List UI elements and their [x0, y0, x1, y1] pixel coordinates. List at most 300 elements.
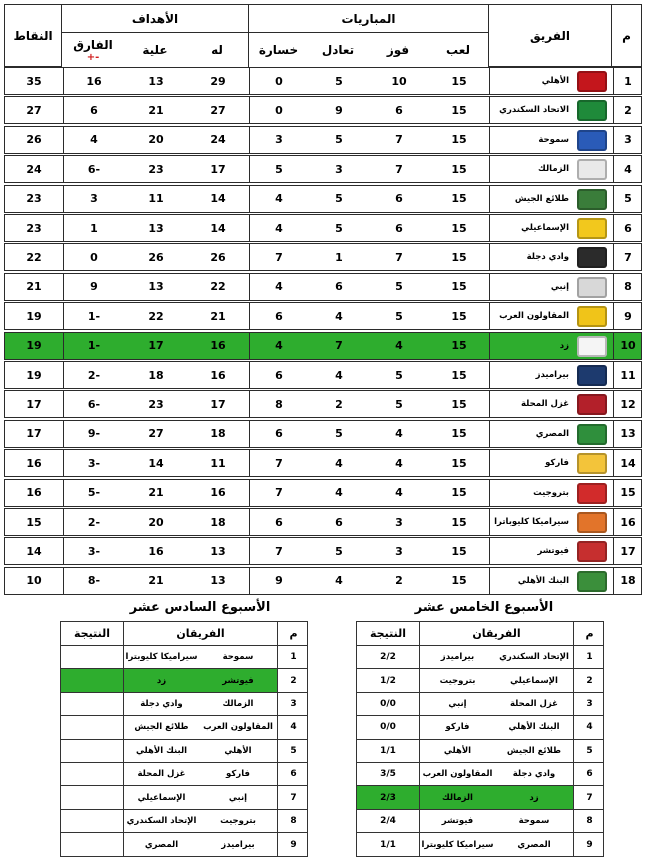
- away-team-cell: المقاولون العرب: [419, 763, 495, 785]
- away-team-cell: فيوتشر: [419, 810, 495, 832]
- points-cell: 26: [26, 133, 42, 147]
- goals-for-cell: 24: [210, 133, 226, 147]
- result-cell: [61, 716, 123, 738]
- rank-cell: 5: [624, 192, 632, 206]
- played-cell: 15: [451, 162, 467, 176]
- home-team-cell: فيوتشر: [199, 669, 277, 691]
- match-number-cell: 8: [277, 810, 309, 832]
- lost-cell: 5: [275, 162, 283, 176]
- week15-title: الأسبوع الخامس عشر: [414, 600, 554, 615]
- played-cell: 15: [451, 221, 467, 235]
- goals-against-cell: 21: [148, 574, 164, 588]
- match-number-cell: 4: [573, 716, 605, 738]
- result-cell: [61, 669, 123, 691]
- goals-for-cell: 11: [210, 456, 226, 470]
- away-team-cell: البنك الأهلي: [123, 740, 199, 762]
- goals-against-cell: 27: [148, 427, 164, 441]
- result-cell: [61, 740, 123, 762]
- lost-header: خسارة: [248, 32, 308, 67]
- result-cell: 2/3: [357, 786, 419, 808]
- team-logo-icon: [577, 189, 607, 210]
- match-number-cell: 8: [573, 810, 605, 832]
- played-cell: 15: [451, 280, 467, 294]
- points-cell: 15: [26, 515, 42, 529]
- team-name-cell: غزل المحلة: [521, 399, 569, 410]
- team-name-cell: المصري: [535, 428, 569, 439]
- result-cell: [61, 833, 123, 856]
- standings-row: [4, 390, 642, 418]
- fixture-row: [357, 810, 603, 833]
- team-logo-icon: [577, 541, 607, 562]
- lost-cell: 6: [275, 515, 283, 529]
- away-team-cell: الإسماعيلي: [123, 786, 199, 808]
- rank-cell: 2: [624, 103, 632, 117]
- match-number-header: م: [573, 622, 605, 645]
- goals-against-cell: 23: [148, 162, 164, 176]
- lost-cell: 7: [275, 250, 283, 264]
- team-name-cell: الأهلي: [541, 76, 569, 86]
- home-team-cell: زد: [495, 786, 573, 808]
- match-number-cell: 3: [277, 693, 309, 715]
- drawn-cell: 5: [335, 221, 343, 235]
- result-cell: 1/2: [380, 675, 396, 686]
- team-name-cell: طلائع الجيش: [514, 193, 569, 204]
- result-cell: 1/1: [380, 839, 396, 850]
- match-number-cell: 1: [573, 646, 605, 668]
- fixtures-header-row: [61, 622, 307, 646]
- goals-against-cell: 26: [148, 250, 164, 264]
- standings-row: [4, 332, 642, 360]
- played-cell: 15: [451, 192, 467, 206]
- goals-against-cell: 13: [148, 74, 164, 88]
- league-standings-table: [4, 4, 642, 596]
- table-header-sub-row: [4, 32, 642, 67]
- lost-cell: 7: [275, 456, 283, 470]
- fixture-row: [61, 693, 307, 716]
- team-name-cell: فاركو: [545, 458, 569, 469]
- goals-for-cell: 17: [210, 162, 226, 176]
- standings-row: [4, 96, 642, 124]
- rank-cell: 12: [620, 397, 636, 411]
- lost-cell: 6: [275, 427, 283, 441]
- played-cell: 15: [451, 486, 467, 500]
- match-number-cell: 9: [573, 833, 605, 856]
- points-cell: 16: [26, 456, 42, 470]
- result-cell: 2/2: [380, 652, 396, 663]
- standings-row: [4, 479, 642, 507]
- goal-difference-cell: 8-: [87, 574, 101, 588]
- points-cell: 10: [26, 574, 42, 588]
- week16-fixtures-table: [60, 621, 308, 857]
- team-name-cell: وادي دجلة: [526, 252, 569, 263]
- standings-row: [4, 508, 642, 536]
- standings-row: [4, 67, 642, 95]
- rank-cell: 16: [620, 515, 636, 529]
- played-cell: 15: [451, 397, 467, 411]
- team-name-cell: الإسماعيلي: [521, 223, 569, 233]
- goals-against-cell: 20: [148, 133, 164, 147]
- points-cell: 19: [26, 339, 42, 353]
- fixture-row: [357, 646, 603, 669]
- goals-against-cell: 16: [148, 544, 164, 558]
- points-cell: 14: [26, 544, 42, 558]
- goal-difference-cell: 2-: [87, 515, 101, 529]
- team-name-cell: الاتحاد السكندري: [499, 105, 569, 116]
- goals-against-cell: 18: [148, 368, 164, 382]
- drawn-cell: 5: [335, 427, 343, 441]
- lost-cell: 4: [275, 339, 283, 353]
- lost-cell: 0: [275, 103, 283, 117]
- points-cell: 27: [26, 103, 42, 117]
- goals-for-cell: 14: [210, 192, 226, 206]
- drawn-cell: 2: [335, 397, 343, 411]
- lost-cell: 3: [275, 133, 283, 147]
- won-cell: 5: [395, 397, 403, 411]
- result-header: النتيجة: [74, 627, 110, 640]
- goal-difference-cell: 2-: [87, 368, 101, 382]
- lost-cell: 6: [275, 368, 283, 382]
- home-team-cell: بيراميدز: [221, 839, 255, 850]
- drawn-cell: 9: [335, 103, 343, 117]
- drawn-cell: 5: [335, 74, 343, 88]
- team-name-cell: بيراميدز: [535, 370, 569, 380]
- lost-cell: 4: [275, 221, 283, 235]
- drawn-cell: 3: [335, 162, 343, 176]
- result-cell: 0/0: [380, 722, 396, 733]
- match-number-header: م: [277, 622, 309, 645]
- played-cell: 15: [451, 368, 467, 382]
- away-team-cell: المصري: [123, 833, 199, 856]
- goals-for-cell: 17: [210, 397, 226, 411]
- won-cell: 10: [391, 74, 407, 88]
- away-team-cell: بيراميدز: [419, 646, 495, 668]
- teams-header: الفريقان: [419, 622, 573, 645]
- won-cell: 6: [395, 103, 403, 117]
- won-cell: 4: [395, 456, 403, 470]
- home-team-cell: وادي دجلة: [512, 769, 556, 780]
- goal-difference-cell: 0: [90, 250, 98, 264]
- fixtures-header-row: [357, 622, 603, 646]
- away-team-cell: فاركو: [419, 716, 495, 738]
- matches-header: المباريات: [248, 4, 488, 32]
- away-team-cell: الأهلي: [419, 740, 495, 762]
- away-team-cell: سيراميكا كليوبترا: [123, 646, 199, 668]
- team-name-cell: سموحة: [538, 134, 569, 145]
- team-logo-icon: [577, 365, 607, 386]
- rank-cell: 7: [624, 250, 632, 264]
- team-name-cell: فيوتشر: [537, 546, 569, 557]
- played-cell: 15: [451, 427, 467, 441]
- goals-for-cell: 26: [210, 250, 226, 264]
- goals-for-cell: 29: [210, 74, 226, 88]
- away-team-cell: زد: [123, 669, 199, 691]
- won-cell: 7: [395, 133, 403, 147]
- home-team-cell: بتروجيت: [220, 815, 256, 826]
- match-number-cell: 1: [277, 646, 309, 668]
- drawn-cell: 4: [335, 486, 343, 500]
- played-cell: 15: [451, 544, 467, 558]
- fixture-row: [61, 740, 307, 763]
- points-cell: 21: [26, 280, 42, 294]
- team-name-cell: إنبي: [550, 281, 569, 292]
- fixture-row: [357, 669, 603, 692]
- match-number-cell: 4: [277, 716, 309, 738]
- won-cell: 4: [395, 486, 403, 500]
- goals-against-cell: 13: [148, 280, 164, 294]
- goal-difference-cell: 9: [90, 280, 98, 294]
- won-cell: 4: [395, 339, 403, 353]
- goals-for-cell: 16: [210, 368, 226, 382]
- home-team-cell: طلائع الجيش: [506, 745, 562, 756]
- played-cell: 15: [451, 74, 467, 88]
- goals-against-cell: 21: [148, 486, 164, 500]
- fixture-row: [61, 763, 307, 786]
- result-cell: [61, 693, 123, 715]
- rank-cell: 18: [620, 574, 636, 588]
- team-logo-icon: [577, 71, 607, 92]
- rank-cell: 15: [620, 486, 636, 500]
- won-header: فوز: [368, 32, 428, 67]
- team-logo-icon: [577, 130, 607, 151]
- home-team-cell: الزمالك: [222, 698, 254, 709]
- result-cell: [61, 763, 123, 785]
- won-cell: 2: [395, 574, 403, 588]
- team-logo-icon: [577, 159, 607, 180]
- match-number-cell: 5: [573, 740, 605, 762]
- away-team-cell: طلائع الجيش: [123, 716, 199, 738]
- rank-cell: 3: [624, 133, 632, 147]
- won-cell: 3: [395, 544, 403, 558]
- away-team-cell: سيراميكا كليوبترا: [419, 833, 495, 856]
- drawn-cell: 7: [335, 339, 343, 353]
- result-cell: [61, 786, 123, 808]
- result-cell: 1/1: [380, 745, 396, 756]
- home-team-cell: المقاولون العرب: [203, 722, 273, 733]
- match-number-cell: 9: [277, 833, 309, 856]
- goal-difference-cell: 1-: [87, 339, 101, 353]
- lost-cell: 6: [275, 309, 283, 323]
- standings-row: [4, 214, 642, 242]
- team-logo-icon: [577, 453, 607, 474]
- fixture-row: [357, 786, 603, 809]
- standings-row: [4, 420, 642, 448]
- won-cell: 4: [395, 427, 403, 441]
- match-number-cell: 2: [277, 669, 309, 691]
- home-team-cell: المصري: [517, 839, 551, 850]
- goals-against-cell: 21: [148, 103, 164, 117]
- rank-cell: 14: [620, 456, 636, 470]
- lost-cell: 9: [275, 574, 283, 588]
- played-header: لعب: [428, 32, 488, 67]
- points-cell: 16: [26, 486, 42, 500]
- fixture-row: [61, 669, 307, 692]
- team-logo-icon: [577, 100, 607, 121]
- result-cell: [61, 646, 123, 668]
- points-header: النقاط: [4, 4, 62, 67]
- goals-for-cell: 18: [210, 427, 226, 441]
- fixture-row: [357, 740, 603, 763]
- table-header-group-row: [4, 4, 642, 43]
- team-name-cell: المقاولون العرب: [499, 311, 569, 322]
- lost-cell: 4: [275, 280, 283, 294]
- goals-against-cell: 13: [148, 221, 164, 235]
- goals-for-cell: 13: [210, 574, 226, 588]
- goal-difference-cell: 4: [90, 133, 98, 147]
- points-cell: 23: [26, 192, 42, 206]
- goals-for-cell: 16: [210, 339, 226, 353]
- goals-against-cell: 17: [148, 339, 164, 353]
- goals-against-header: علية: [124, 32, 186, 67]
- points-cell: 24: [26, 162, 42, 176]
- drawn-cell: 5: [335, 544, 343, 558]
- drawn-cell: 6: [335, 515, 343, 529]
- drawn-cell: 4: [335, 456, 343, 470]
- away-team-cell: إنبي: [419, 693, 495, 715]
- won-cell: 5: [395, 368, 403, 382]
- home-team-cell: إنبي: [228, 792, 248, 803]
- lost-cell: 7: [275, 486, 283, 500]
- goal-difference-cell: 3: [90, 192, 98, 206]
- team-logo-icon: [577, 306, 607, 327]
- played-cell: 15: [451, 339, 467, 353]
- standings-row: [4, 273, 642, 301]
- goals-for-cell: 21: [210, 309, 226, 323]
- team-logo-icon: [577, 483, 607, 504]
- standings-row: [4, 361, 642, 389]
- drawn-header: تعادل: [308, 32, 368, 67]
- goals-against-cell: 11: [148, 192, 164, 206]
- played-cell: 15: [451, 574, 467, 588]
- goal-difference-cell: 1-: [87, 309, 101, 323]
- points-cell: 19: [26, 309, 42, 323]
- team-name-cell: الزمالك: [538, 164, 569, 175]
- standings-row: [4, 243, 642, 271]
- goal-difference-sign: +-: [86, 51, 100, 63]
- rank-cell: 4: [624, 162, 632, 176]
- fixture-row: [61, 810, 307, 833]
- won-cell: 6: [395, 221, 403, 235]
- goals-for-header: له: [186, 32, 248, 67]
- drawn-cell: 5: [335, 192, 343, 206]
- standings-row: [4, 126, 642, 154]
- goals-against-cell: 23: [148, 397, 164, 411]
- match-number-cell: 6: [573, 763, 605, 785]
- away-team-cell: الزمالك: [419, 786, 495, 808]
- fixture-row: [357, 693, 603, 716]
- home-team-cell: البنك الأهلي: [508, 722, 560, 733]
- match-number-cell: 5: [277, 740, 309, 762]
- drawn-cell: 6: [335, 280, 343, 294]
- goal-difference-cell: 6-: [87, 397, 101, 411]
- goals-for-cell: 18: [210, 515, 226, 529]
- home-team-cell: الإسماعيلي: [510, 675, 558, 686]
- goals-for-cell: 13: [210, 544, 226, 558]
- drawn-cell: 4: [335, 574, 343, 588]
- won-cell: 5: [395, 280, 403, 294]
- fixture-row: [357, 716, 603, 739]
- rank-cell: 10: [620, 339, 636, 353]
- played-cell: 15: [451, 103, 467, 117]
- fixture-row: [61, 786, 307, 809]
- goal-difference-label: الفارق: [73, 37, 113, 52]
- points-cell: 23: [26, 221, 42, 235]
- goals-for-cell: 14: [210, 221, 226, 235]
- match-number-cell: 3: [573, 693, 605, 715]
- goal-difference-cell: 1: [90, 221, 98, 235]
- goal-difference-cell: 5-: [87, 486, 101, 500]
- team-name-cell: البنك الأهلي: [517, 575, 569, 586]
- standings-row: [4, 567, 642, 595]
- standings-row: [4, 537, 642, 565]
- standings-row: [4, 155, 642, 183]
- result-cell: 0/0: [380, 698, 396, 709]
- team-logo-icon: [577, 394, 607, 415]
- team-logo-icon: [577, 424, 607, 445]
- team-logo-icon: [577, 336, 607, 357]
- team-logo-icon: [577, 571, 607, 592]
- goal-difference-cell: 9-: [87, 427, 101, 441]
- played-cell: 15: [451, 515, 467, 529]
- rank-cell: 13: [620, 427, 636, 441]
- home-team-cell: فاركو: [226, 769, 250, 780]
- goals-against-cell: 20: [148, 515, 164, 529]
- team-logo-icon: [577, 512, 607, 533]
- fixture-row: [61, 833, 307, 856]
- lost-cell: 4: [275, 192, 283, 206]
- result-cell: [61, 810, 123, 832]
- rank-cell: 1: [624, 74, 632, 88]
- match-number-cell: 6: [277, 763, 309, 785]
- goals-for-cell: 16: [210, 486, 226, 500]
- result-header: النتيجة: [370, 627, 406, 640]
- rank-cell: 6: [624, 221, 632, 235]
- home-team-cell: غزل المحلة: [510, 698, 558, 709]
- home-team-cell: سموحة: [518, 815, 550, 826]
- team-name-cell: سيراميكا كليوباترا: [494, 517, 569, 527]
- fixture-row: [357, 833, 603, 856]
- won-cell: 7: [395, 162, 403, 176]
- team-header: الفريق: [488, 4, 612, 67]
- points-cell: 17: [26, 397, 42, 411]
- fixture-row: [357, 763, 603, 786]
- lost-cell: 8: [275, 397, 283, 411]
- match-number-cell: 7: [277, 786, 309, 808]
- goal-difference-cell: 6: [90, 103, 98, 117]
- played-cell: 15: [451, 456, 467, 470]
- goal-difference-cell: 16: [86, 74, 102, 88]
- rank-cell: 11: [620, 368, 636, 382]
- week15-fixtures-table: [356, 621, 604, 857]
- drawn-cell: 4: [335, 309, 343, 323]
- drawn-cell: 4: [335, 368, 343, 382]
- goals-for-cell: 22: [210, 280, 226, 294]
- team-name-cell: زد: [559, 340, 569, 351]
- result-cell: 2/4: [380, 815, 396, 826]
- goals-header: الأهداف: [62, 4, 248, 32]
- rank-header: م: [612, 4, 642, 67]
- standings-row: [4, 185, 642, 213]
- points-cell: 17: [26, 427, 42, 441]
- away-team-cell: غزل المحلة: [123, 763, 199, 785]
- points-cell: 19: [26, 368, 42, 382]
- goals-for-cell: 27: [210, 103, 226, 117]
- points-cell: 35: [26, 74, 42, 88]
- away-team-cell: وادي دجلة: [123, 693, 199, 715]
- result-cell: 3/5: [380, 769, 396, 780]
- won-cell: 5: [395, 309, 403, 323]
- goals-against-cell: 22: [148, 309, 164, 323]
- goal-difference-cell: 3-: [87, 544, 101, 558]
